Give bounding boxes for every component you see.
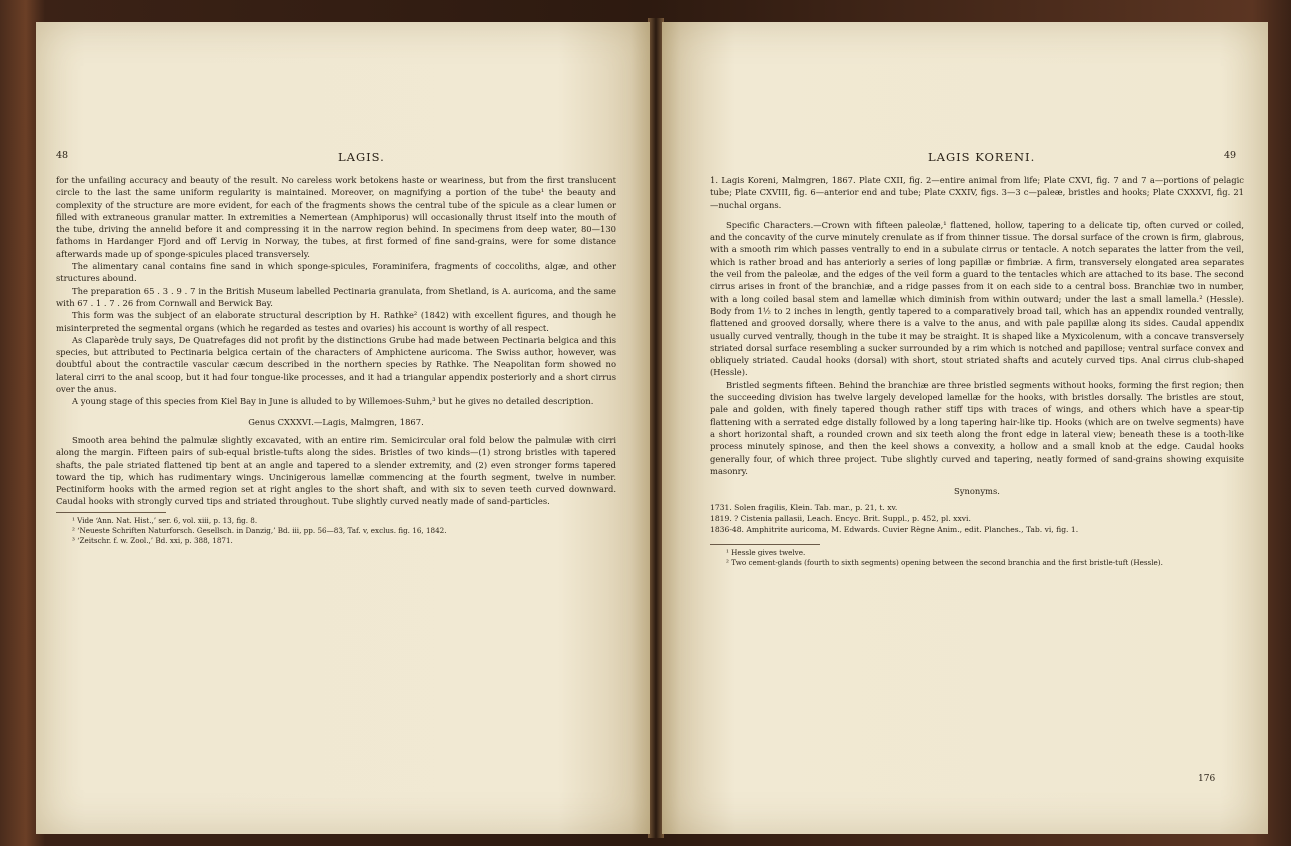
paragraph: As Claparède truly says, De Quatrefages did not profit by the distinctions Grube had made between Pectinaria belgica and this species, but attributed to Pectinaria belgica certain of the characters of Amphictene auricoma. The Swiss author, however, was doubtful about the contractile vascular cæcum described in the northern species by Rathke. The Neapolitan form showed no lateral cirri to the anal scoop, but it had four tongue-like processes, and it had a triangular appendix posteriorly and a short cirrus over the anus. xyxy=(56,334,616,395)
running-head-left: LAGIS. xyxy=(338,150,385,164)
page-number-right: 49 xyxy=(1224,150,1237,161)
right-page xyxy=(662,22,1268,834)
paragraph: Bristled segments fifteen. Behind the branchiæ are three bristled segments without hooks, forming the first region; then the succeeding division has twelve largely developed lamellæ for the hooks, with bristles dorsally. The bristles are stout, pale and golden, with finely tapered though rather stiff tips with traces of wings, and others which have a spear-tip flattening with a serrated edge distally followed by a long tapering hair-like tip. Hooks (which are on twelve segments) have a short horizontal shaft, a rounded crown and six teeth along the front edge in lateral view; beneath these is a tooth-like process minutely spinose, and then the keel shows a convexity, a hollow and a small knob at the edge. Caudal hooks generally four, of which three project. Tube slightly curved and tapering, neatly formed of sand-grains showing exquisite masonry. xyxy=(710,379,1244,476)
species-heading: 1. Lagis Koreni, Malmgren, 1867. Plate CXII, fig. 2—entire animal from life; Plate CXVI, fig. 7 and 7 a—portions of pelagic tube; Plate CXVIII, fig. 6—anterior end and tube; Plate CXXIV, figs. 3—3 c—paleæ, bristles and hooks; Plate CXXXVI, fig. 21—nuchal organs. xyxy=(710,175,1244,210)
footnote: ² Two cement-glands (fourth to sixth segments) opening between the second branchia and the first bristle-tuft (Hessle). xyxy=(726,557,1163,567)
genus-heading: Genus CXXXVI.—Lagis, Malmgren, 1867. xyxy=(248,416,424,427)
footnote: ¹ Hessle gives twelve. xyxy=(726,547,806,557)
paragraph: The preparation 65 . 3 . 9 . 7 in the British Museum labelled Pectinaria granulata, from Shetland, is A. auricoma, and the same with 67 . 1 . 7 . 26 from Cornwall and Berwick Bay. xyxy=(56,285,616,308)
synonym-entry: 1731. Solen fragilis, Klein. Tab. mar., p. 21, t. xv. xyxy=(710,503,898,513)
running-head-right: LAGIS KORENI. xyxy=(928,150,1036,164)
paragraph: A young stage of this species from Kiel Bay in June is alluded to by Willemoes-Suhm,³ but he gives no detailed description. xyxy=(72,396,594,407)
page-number-left: 48 xyxy=(56,150,69,161)
synonym-entry: 1819. ? Cistenia pallasii, Leach. Encyc. Brit. Suppl., p. 452, pl. xxvi. xyxy=(710,514,971,524)
footnote: ³ ‘Zeitschr. f. w. Zool.,’ Bd. xxi, p. 388, 1871. xyxy=(72,535,233,545)
paragraph: This form was the subject of an elaborate structural description by H. Rathke² (1842) with excellent figures, and though he misinterpreted the segmental organs (which he regarded as testes and ovaries) his account is worthy of all respect. xyxy=(56,310,616,333)
right-text-column xyxy=(710,174,1244,568)
footnote: ¹ Vide ‘Ann. Nat. Hist.,’ ser. 6, vol. xiii, p. 13, fig. 8. xyxy=(72,515,258,525)
synonyms-heading: Synonyms. xyxy=(954,486,1000,497)
genus-paragraph: Smooth area behind the palmulæ slightly excavated, with an entire rim. Semicircular oral fold below the palmulæ with cirri along the margin. Fifteen pairs of sub-equal bristle-tufts along the sides. Bristles of two kinds—(1) strong bristles with tapered shafts, the pale striated flattened tip bent at an angle and tapered to a slender extremity, and (2) even stronger forms tapered toward the tip, which has rudimentary wings. Uncinigerous lamellæ commencing at the fourth segment, twelve in number. Pectiniform hooks with the armed region set at right angles to the short shaft, and with six to seven teeth curved downward. Caudal hooks with strongly curved tips and striated throughout. Tube slightly curved neatly made of sand-particles. xyxy=(56,434,616,507)
footnote-rule xyxy=(710,544,820,545)
signature-mark: 176 xyxy=(1198,774,1216,784)
left-text-column xyxy=(56,174,616,546)
footnote-rule xyxy=(56,512,166,513)
paragraph: Specific Characters.—Crown with fifteen paleolæ,¹ flattened, hollow, tapering to a delicate tip, often curved or coiled, and the concavity of the curve minutely crenulate as if from thinner tissue. The dorsal surface of the crown is firm, glabrous, with a smooth rim which passes ventrally to end in a subulate cirrus or tentacle. A notch separates the latter from the veil, which is rather broad and has anteriorly a series of long papillæ or fimbriæ. A firm, transversely elongated area separates the veil from the paleolæ, and the edges of the veil form a guard to the tentacles which are attached to its base. The second cirrus arises in front of the branchiæ, and a ridge passes from it on each side to a central boss. Branchiæ two in number, with a long coiled basal stem and lamellæ which diminish from within outward; under the last a small lamella.² (Hessle). Body from 1½ to 2 inches in length, gently tapered to a comparatively broad tail, which has an appendix rounded ventrally, flattened and grooved dorsally, where there is a valve to the anus, and with pale papillæ along its sides. Caudal appendix usually curved ventrally, though in the tube it may be straight. It is shaped like a Myxicolenum, with a concave transversely striated dorsal surface resembling a sucker surrounded by a rim which is notched and papillose; ventral surface convex and obliquely striated. Caudal hooks (dorsal) with short, stout striated shafts and acutely curved tips. Anal cirrus club-shaped (Hessle). xyxy=(710,219,1244,378)
footnote: ² ‘Neueste Schriften Naturforsch. Gesellsch. in Danzig,’ Bd. iii, pp. 56—83, Taf. v, exclus. fig. 16, 1842. xyxy=(72,525,447,535)
left-page xyxy=(36,22,650,834)
paragraph: The alimentary canal contains fine sand in which sponge-spicules, Foraminifera, fragments of coccoliths, algæ, and other structures abound. xyxy=(56,261,616,284)
synonym-entry: 1836-48. Amphitrite auricoma, M. Edwards. Cuvier Règne Anim., edit. Planches., Tab. vi, fig. 1. xyxy=(710,525,1079,535)
paragraph: for the unfailing accuracy and beauty of the result. No careless work betokens haste or weariness, but from the first translucent circle to the last the same uniform regularity is maintained. Moreover, on magnifying a portion of the tube¹ the beauty and complexity of the structure are more evident, for each of the fragments shows the central tube of the spicule as a clear lumen or filled with extraneous granular matter. In extremities a Nemertean (Amphiporus) will occasionally thrust itself into the mouth of the tube, driving the annelid before it and compressing it in the narrow region behind. In specimens from deep water, 80—130 fathoms in Hardanger Fjord and off Lervig in Norway, the tubes, at first formed of fine sand-grains, were for some distance afterwards made up of sponge-spicules placed transversely. xyxy=(56,175,616,259)
